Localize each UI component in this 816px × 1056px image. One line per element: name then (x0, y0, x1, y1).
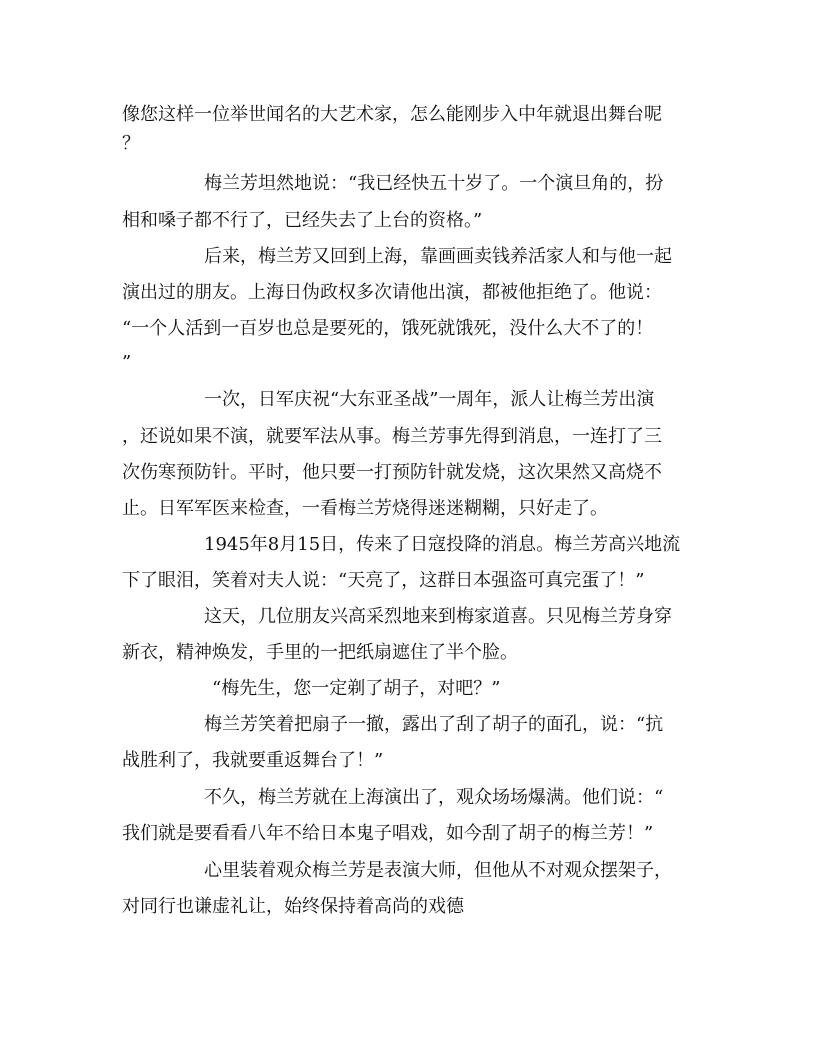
text-line: 后来，梅兰芳又回到上海，靠画画卖钱养活家人和与他一起 (204, 246, 672, 267)
text-line: 新衣，精神焕发，手里的一把纸扇遮住了半个脸。 (122, 642, 518, 663)
text-line: ？ (122, 133, 140, 154)
text-line: “一个人活到一百岁也总是要死的，饿死就饿死，没什么大不了的！ (122, 318, 654, 339)
text-line: 像您这样一位举世闻名的大艺术家，怎么能刚步入中年就退出舞台呢 (122, 104, 662, 125)
text-line: 这天，几位朋友兴高采烈地来到梅家道喜。只见梅兰芳身穿 (204, 606, 672, 627)
text-line: 次伤寒预防针。平时，他只要一打预防针就发烧，这次果然又高烧不 (122, 462, 662, 483)
text-line: 相和嗓子都不行了，已经失去了上台的资格。” (122, 210, 483, 231)
text-line: ，还说如果不演，就要军法从事。梅兰芳事先得到消息，一连打了三 (122, 426, 662, 447)
text-line: 演出过的朋友。上海日伪政权多次请他出演，都被他拒绝了。他说： (122, 282, 662, 303)
text-line: 1945年8月15日，传来了日寇投降的消息。梅兰芳高兴地流 (204, 534, 681, 555)
text-line: 下了眼泪，笑着对夫人说：“天亮了，这群日本强盗可真完蛋了！” (122, 570, 645, 591)
text-line: 不久，梅兰芳就在上海演出了，观众场场爆满。他们说：“ (204, 787, 664, 808)
text-line: “梅先生，您一定剃了胡子，对吧？” (212, 678, 501, 699)
text-line: 我们就是要看看八年不给日本鬼子唱戏，如今刮了胡子的梅兰芳！” (122, 823, 654, 844)
text-line: 一次，日军庆祝“大东亚圣战”一周年，派人让梅兰芳出演 (204, 389, 655, 410)
text-line: 战胜利了，我就要重返舞台了！” (122, 750, 384, 771)
text-line: 对同行也谦虚礼让，始终保持着高尚的戏德 (122, 896, 464, 917)
text-line: 梅兰芳笑着把扇子一撤，露出了刮了胡子的面孔，说：“抗 (204, 714, 664, 735)
text-line: 止。日军军医来检查，一看梅兰芳烧得迷迷糊糊，只好走了。 (122, 498, 608, 519)
text-line: 梅兰芳坦然地说：“我已经快五十岁了。一个演旦角的，扮 (204, 173, 664, 194)
text-line: ” (122, 352, 132, 373)
text-line: 心里装着观众梅兰芳是表演大师，但他从不对观众摆架子， (204, 860, 672, 881)
